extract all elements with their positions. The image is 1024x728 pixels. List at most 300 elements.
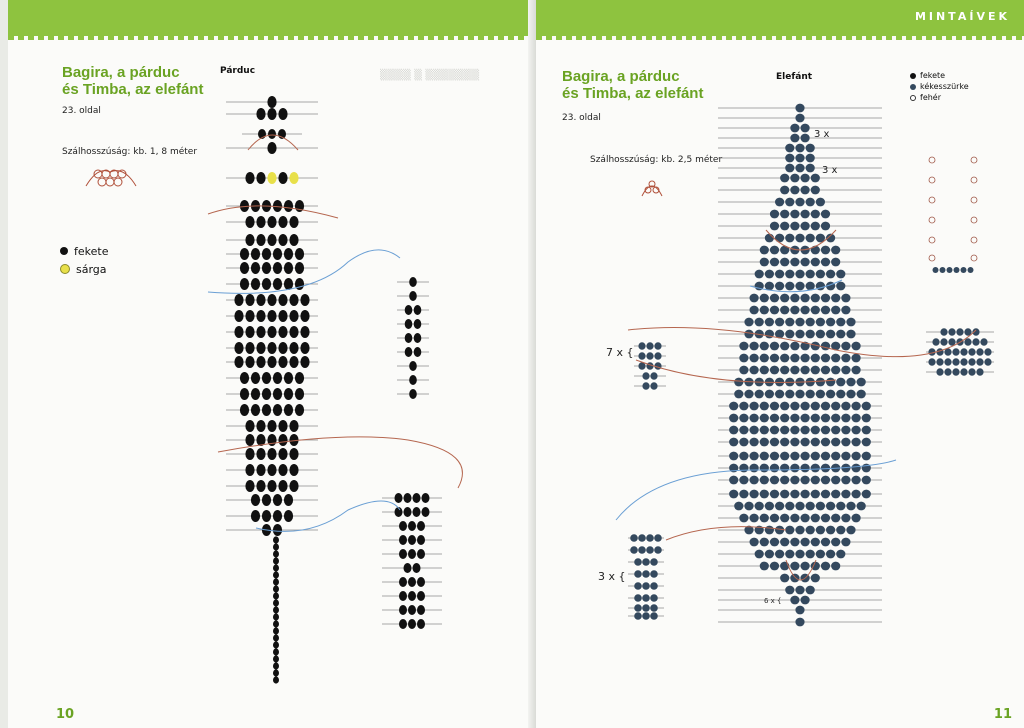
elephant-bead bbox=[831, 452, 840, 461]
elephant-bead bbox=[811, 538, 820, 547]
elephant-bead bbox=[790, 354, 799, 363]
elephant-bead bbox=[836, 502, 845, 511]
elephant-bead bbox=[801, 538, 810, 547]
repeat-label-5: 6 x { bbox=[764, 597, 782, 605]
elephant-bead bbox=[780, 426, 789, 435]
elephant-trunk-bead bbox=[968, 267, 974, 273]
elephant-bead bbox=[760, 464, 769, 473]
elephant-bead bbox=[770, 246, 779, 255]
elephant-bead bbox=[790, 258, 799, 267]
panther-bead bbox=[284, 494, 293, 506]
elephant-bead bbox=[775, 234, 784, 243]
elephant-bead bbox=[821, 402, 830, 411]
elephant-ear-bead bbox=[932, 338, 939, 346]
panther-bead bbox=[289, 464, 298, 476]
elephant-bead bbox=[862, 476, 871, 485]
elephant-trunk-bead bbox=[971, 255, 977, 261]
panther-bead bbox=[234, 326, 243, 338]
elephant-bead bbox=[801, 210, 810, 219]
elephant-ear-bead bbox=[654, 342, 661, 350]
elephant-bead bbox=[760, 414, 769, 423]
panther-bead bbox=[273, 278, 282, 290]
panther-bead bbox=[256, 420, 265, 432]
elephant-bead bbox=[780, 452, 789, 461]
elephant-bead bbox=[785, 330, 794, 339]
elephant-bead bbox=[795, 114, 804, 123]
elephant-bead bbox=[826, 270, 835, 279]
elephant-bead bbox=[806, 330, 815, 339]
elephant-ear-bead bbox=[956, 328, 963, 336]
panther-bead bbox=[273, 510, 282, 522]
panther-leg-bead bbox=[417, 521, 425, 531]
elephant-bead bbox=[785, 144, 794, 153]
elephant-bead bbox=[801, 476, 810, 485]
elephant-bead bbox=[826, 318, 835, 327]
panther-bead bbox=[289, 310, 298, 322]
elephant-bead bbox=[806, 270, 815, 279]
panther-bead bbox=[256, 294, 265, 306]
elephant-bead bbox=[739, 476, 748, 485]
panther-bead bbox=[240, 404, 249, 416]
elephant-bead bbox=[775, 318, 784, 327]
elephant-bead bbox=[739, 452, 748, 461]
elephant-bead bbox=[775, 550, 784, 559]
panther-bead bbox=[278, 480, 287, 492]
elephant-bead bbox=[806, 390, 815, 399]
elephant-bead bbox=[841, 354, 850, 363]
elephant-leg-bead bbox=[650, 604, 658, 612]
elephant-bead bbox=[801, 306, 810, 315]
panther-leg-bead bbox=[399, 521, 407, 531]
elephant-bead bbox=[836, 330, 845, 339]
elephant-bead bbox=[816, 390, 825, 399]
panther-leg-bead bbox=[404, 563, 412, 573]
panther-bead bbox=[278, 434, 287, 446]
panther-bead bbox=[300, 342, 309, 354]
elephant-bead bbox=[862, 402, 871, 411]
elephant-bead bbox=[801, 124, 810, 133]
elephant-bead bbox=[760, 438, 769, 447]
elephant-bead bbox=[790, 476, 799, 485]
elephant-bead bbox=[729, 490, 738, 499]
elephant-bead bbox=[862, 414, 871, 423]
elephant-bead bbox=[841, 294, 850, 303]
panther-bead bbox=[284, 262, 293, 274]
elephant-bead bbox=[755, 550, 764, 559]
panther-leg-bead bbox=[395, 493, 403, 503]
elephant-bead bbox=[765, 282, 774, 291]
elephant-bead bbox=[750, 452, 759, 461]
panther-tail-bead bbox=[273, 606, 279, 613]
elephant-bead bbox=[801, 490, 810, 499]
elephant-bead bbox=[780, 342, 789, 351]
panther-bead bbox=[245, 234, 254, 246]
elephant-bead bbox=[770, 402, 779, 411]
elephant-bead bbox=[831, 476, 840, 485]
elephant-bead bbox=[770, 222, 779, 231]
elephant-leg-bead bbox=[650, 582, 658, 590]
panther-bead bbox=[300, 294, 309, 306]
elephant-bead bbox=[846, 378, 855, 387]
elephant-bead bbox=[821, 354, 830, 363]
elephant-bead bbox=[755, 270, 764, 279]
elephant-bead bbox=[780, 414, 789, 423]
elephant-bead bbox=[852, 514, 861, 523]
panther-bead bbox=[289, 234, 298, 246]
elephant-bead bbox=[811, 574, 820, 583]
elephant-trunk-bead bbox=[940, 267, 946, 273]
elephant-leg-bead bbox=[630, 546, 638, 554]
panther-bead bbox=[245, 420, 254, 432]
elephant-ear-bead bbox=[960, 348, 967, 356]
panther-bead bbox=[245, 216, 254, 228]
panther-leg-bead bbox=[413, 507, 421, 517]
elephant-bead bbox=[760, 258, 769, 267]
elephant-bead bbox=[826, 526, 835, 535]
panther-leg-bead bbox=[422, 507, 430, 517]
panther-tail-bead bbox=[273, 655, 279, 662]
elephant-bead bbox=[729, 426, 738, 435]
elephant-ear-bead bbox=[952, 348, 959, 356]
elephant-bead bbox=[765, 526, 774, 535]
panther-leg-bead bbox=[408, 591, 416, 601]
elephant-bead bbox=[831, 402, 840, 411]
elephant-bead bbox=[795, 164, 804, 173]
elephant-bead bbox=[841, 438, 850, 447]
elephant-bead bbox=[821, 342, 830, 351]
elephant-bead bbox=[785, 318, 794, 327]
panther-leg-bead bbox=[417, 619, 425, 629]
panther-leg-bead bbox=[413, 563, 421, 573]
elephant-bead bbox=[760, 514, 769, 523]
elephant-bead bbox=[795, 144, 804, 153]
panther-bead bbox=[256, 326, 265, 338]
elephant-bead bbox=[836, 550, 845, 559]
elephant-leg-bead bbox=[634, 612, 642, 620]
elephant-bead bbox=[801, 414, 810, 423]
elephant-bead bbox=[785, 154, 794, 163]
elephant-bead bbox=[785, 234, 794, 243]
elephant-bead bbox=[831, 490, 840, 499]
elephant-bead bbox=[760, 538, 769, 547]
panther-bead bbox=[278, 326, 287, 338]
panther-bead bbox=[278, 172, 287, 184]
elephant-ear-bead bbox=[638, 352, 645, 360]
elephant-bead bbox=[780, 464, 789, 473]
panther-leg-bead bbox=[417, 549, 425, 559]
elephant-bead bbox=[841, 452, 850, 461]
panther-bead bbox=[300, 310, 309, 322]
elephant-trunk-bead bbox=[929, 237, 935, 243]
panther-bead bbox=[267, 464, 276, 476]
elephant-trunk-bead bbox=[971, 197, 977, 203]
elephant-bead bbox=[811, 476, 820, 485]
panther-tail-bead bbox=[273, 634, 279, 641]
elephant-bead bbox=[729, 476, 738, 485]
panther-leg-bead bbox=[408, 605, 416, 615]
elephant-bead bbox=[795, 318, 804, 327]
elephant-bead bbox=[765, 234, 774, 243]
elephant-trunk-bead bbox=[929, 157, 935, 163]
panther-leg-bead bbox=[399, 577, 407, 587]
elephant-bead bbox=[831, 562, 840, 571]
elephant-ear-bead bbox=[944, 368, 951, 376]
panther-bead bbox=[273, 494, 282, 506]
elephant-bead bbox=[750, 294, 759, 303]
panther-bead bbox=[245, 326, 254, 338]
elephant-bead bbox=[841, 514, 850, 523]
elephant-ear-bead bbox=[984, 348, 991, 356]
elephant-bead bbox=[801, 222, 810, 231]
panther-bead bbox=[284, 248, 293, 260]
elephant-bead bbox=[816, 198, 825, 207]
elephant-ear-bead bbox=[980, 338, 987, 346]
elephant-trunk-bead bbox=[971, 237, 977, 243]
elephant-ear-bead bbox=[944, 358, 951, 366]
elephant-bead bbox=[780, 538, 789, 547]
elephant-bead bbox=[780, 222, 789, 231]
panther-bead bbox=[289, 326, 298, 338]
left-title-line2: és Timba, az elefánt bbox=[62, 81, 204, 98]
elephant-bead bbox=[744, 318, 753, 327]
elephant-bead bbox=[801, 134, 810, 143]
panther-bead bbox=[273, 372, 282, 384]
elephant-bead bbox=[770, 258, 779, 267]
elephant-bead bbox=[739, 490, 748, 499]
elephant-trunk-bead bbox=[961, 267, 967, 273]
panther-bead bbox=[256, 356, 265, 368]
panther-leg-bead bbox=[405, 333, 413, 343]
elephant-bead bbox=[790, 402, 799, 411]
elephant-bead bbox=[816, 526, 825, 535]
elephant-ear-bead bbox=[976, 368, 983, 376]
elephant-bead bbox=[806, 198, 815, 207]
elephant-leg-bead bbox=[654, 534, 662, 542]
elephant-bead bbox=[785, 502, 794, 511]
panther-bead bbox=[289, 172, 298, 184]
elephant-bead bbox=[801, 562, 810, 571]
elephant-bead bbox=[801, 258, 810, 267]
elephant-bead bbox=[821, 366, 830, 375]
panther-leg-bead bbox=[417, 535, 425, 545]
panther-tail-bead bbox=[273, 599, 279, 606]
panther-bead bbox=[278, 342, 287, 354]
elephant-bead bbox=[734, 502, 743, 511]
elephant-bead bbox=[790, 414, 799, 423]
elephant-bead bbox=[780, 366, 789, 375]
elephant-bead bbox=[831, 514, 840, 523]
panther-bead bbox=[267, 342, 276, 354]
legend-item-bluegray: kékesszürke bbox=[910, 81, 969, 92]
panther-bead bbox=[284, 372, 293, 384]
elephant-bead bbox=[852, 402, 861, 411]
elephant-bead bbox=[750, 402, 759, 411]
elephant-bead bbox=[770, 210, 779, 219]
elephant-bead bbox=[811, 490, 820, 499]
elephant-bead bbox=[760, 426, 769, 435]
elephant-bead bbox=[852, 414, 861, 423]
elephant-bead bbox=[770, 414, 779, 423]
panther-bead bbox=[267, 420, 276, 432]
section-title: MINTAÍVEK bbox=[914, 10, 1010, 23]
panther-bead bbox=[278, 216, 287, 228]
panther-bead bbox=[245, 448, 254, 460]
elephant-bead bbox=[801, 438, 810, 447]
elephant-bead bbox=[790, 222, 799, 231]
elephant-leg-bead bbox=[642, 594, 650, 602]
thread-path bbox=[218, 437, 462, 488]
elephant-bead bbox=[760, 306, 769, 315]
elephant-bead bbox=[765, 318, 774, 327]
elephant-bead bbox=[811, 426, 820, 435]
panther-bead bbox=[262, 372, 271, 384]
elephant-bead bbox=[765, 390, 774, 399]
panther-bead bbox=[234, 342, 243, 354]
elephant-bead bbox=[790, 562, 799, 571]
panther-leg-bead bbox=[399, 535, 407, 545]
elephant-leg-bead bbox=[634, 570, 642, 578]
panther-bead bbox=[240, 372, 249, 384]
elephant-bead bbox=[806, 586, 815, 595]
elephant-bead bbox=[821, 476, 830, 485]
elephant-bead bbox=[862, 438, 871, 447]
elephant-bead bbox=[734, 378, 743, 387]
panther-tail-bead bbox=[273, 578, 279, 585]
elephant-bead bbox=[801, 366, 810, 375]
panther-leg-bead bbox=[417, 577, 425, 587]
elephant-bead bbox=[790, 538, 799, 547]
panther-bead bbox=[268, 129, 276, 139]
elephant-ear-bead bbox=[936, 368, 943, 376]
elephant-bead bbox=[765, 270, 774, 279]
panther-bead bbox=[267, 326, 276, 338]
elephant-leg-bead bbox=[634, 558, 642, 566]
panther-bead bbox=[256, 342, 265, 354]
elephant-trunk-bead bbox=[971, 217, 977, 223]
elephant-bead bbox=[785, 550, 794, 559]
panther-bead bbox=[245, 310, 254, 322]
elephant-bead bbox=[831, 426, 840, 435]
panther-leg-bead bbox=[399, 619, 407, 629]
elephant-bead bbox=[816, 270, 825, 279]
elephant-bead bbox=[750, 354, 759, 363]
panther-bead bbox=[300, 356, 309, 368]
panther-bead bbox=[251, 404, 260, 416]
panther-bead bbox=[267, 356, 276, 368]
panther-bead bbox=[256, 480, 265, 492]
left-page-number: 10 bbox=[56, 707, 75, 722]
elephant-bead bbox=[790, 134, 799, 143]
elephant-bead bbox=[811, 402, 820, 411]
elephant-bead bbox=[770, 426, 779, 435]
elephant-bead bbox=[780, 294, 789, 303]
elephant-bead bbox=[750, 438, 759, 447]
panther-bead bbox=[267, 216, 276, 228]
elephant-bead bbox=[739, 464, 748, 473]
panther-bead bbox=[267, 448, 276, 460]
elephant-bead bbox=[801, 402, 810, 411]
legend-item-white: fehér bbox=[910, 92, 969, 103]
panther-bead bbox=[289, 448, 298, 460]
panther-leg-bead bbox=[409, 375, 417, 385]
elephant-bead bbox=[857, 390, 866, 399]
elephant-bead bbox=[790, 294, 799, 303]
thread-path bbox=[208, 250, 400, 293]
elephant-bead bbox=[811, 294, 820, 303]
elephant-bead bbox=[806, 318, 815, 327]
panther-leg-bead bbox=[404, 507, 412, 517]
panther-bead bbox=[267, 108, 276, 120]
elephant-bead bbox=[841, 490, 850, 499]
elephant-bead bbox=[852, 490, 861, 499]
elephant-bead bbox=[795, 606, 804, 615]
panther-pattern-label: Párduc bbox=[220, 66, 256, 76]
panther-leg-bead bbox=[414, 305, 422, 315]
elephant-bead bbox=[795, 104, 804, 113]
elephant-bead bbox=[862, 426, 871, 435]
elephant-bead bbox=[750, 426, 759, 435]
elephant-bead bbox=[806, 550, 815, 559]
elephant-bead bbox=[785, 526, 794, 535]
elephant-leg-bead bbox=[650, 570, 658, 578]
elephant-bead-pattern bbox=[536, 0, 1024, 728]
elephant-bead bbox=[831, 294, 840, 303]
elephant-bead bbox=[795, 330, 804, 339]
elephant-bead bbox=[836, 390, 845, 399]
elephant-bead bbox=[770, 366, 779, 375]
panther-bead bbox=[240, 262, 249, 274]
elephant-bead bbox=[795, 526, 804, 535]
panther-bead bbox=[245, 342, 254, 354]
elephant-ear-bead bbox=[976, 358, 983, 366]
panther-bead bbox=[256, 234, 265, 246]
panther-leg-bead bbox=[414, 333, 422, 343]
panther-bead bbox=[267, 172, 276, 184]
elephant-bead bbox=[770, 342, 779, 351]
elephant-leg-bead bbox=[642, 612, 650, 620]
elephant-bead bbox=[734, 390, 743, 399]
elephant-bead bbox=[862, 490, 871, 499]
elephant-leg-bead bbox=[642, 570, 650, 578]
elephant-bead bbox=[760, 402, 769, 411]
elephant-bead bbox=[826, 378, 835, 387]
elephant-ear-bead bbox=[948, 328, 955, 336]
panther-tail-bead bbox=[273, 662, 279, 669]
elephant-bead bbox=[755, 318, 764, 327]
elephant-bead bbox=[760, 246, 769, 255]
panther-bead bbox=[234, 310, 243, 322]
elephant-bead bbox=[780, 186, 789, 195]
elephant-bead bbox=[821, 222, 830, 231]
elephant-leg-bead bbox=[634, 604, 642, 612]
elephant-bead bbox=[775, 502, 784, 511]
elephant-bead bbox=[795, 586, 804, 595]
elephant-bead bbox=[841, 342, 850, 351]
panther-leg-bead bbox=[404, 493, 412, 503]
elephant-leg-bead bbox=[650, 558, 658, 566]
panther-bead bbox=[262, 510, 271, 522]
elephant-bead bbox=[801, 514, 810, 523]
elephant-bead bbox=[795, 618, 804, 627]
elephant-trunk-bead bbox=[971, 177, 977, 183]
panther-bead bbox=[267, 234, 276, 246]
panther-bead bbox=[256, 172, 265, 184]
panther-bead bbox=[251, 510, 260, 522]
elephant-bead bbox=[821, 426, 830, 435]
elephant-bead bbox=[729, 452, 738, 461]
panther-bead bbox=[234, 294, 243, 306]
elephant-bead bbox=[729, 438, 738, 447]
